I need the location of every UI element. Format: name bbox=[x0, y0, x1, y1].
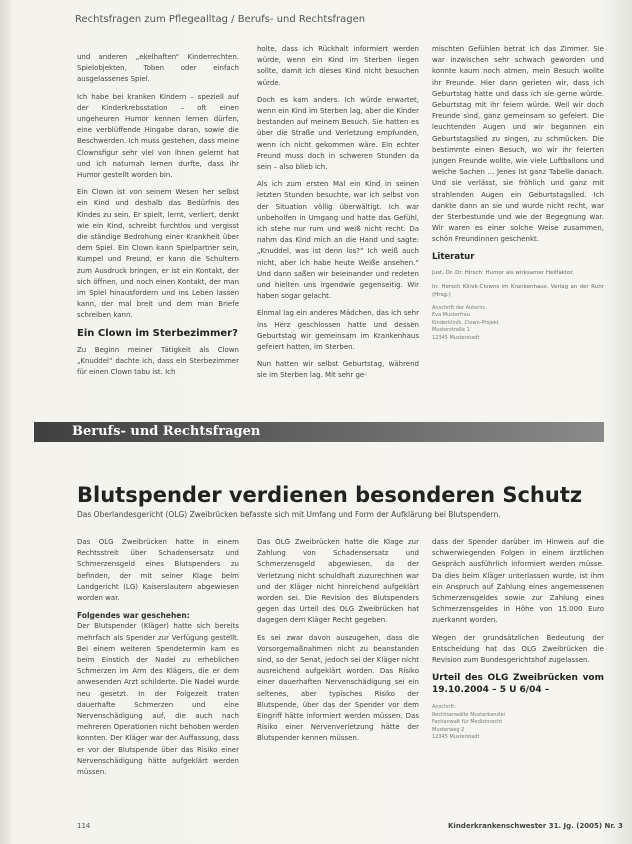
paragraph: mischten Gefühlen betrat ich das Zimmer. Sie war inzwischen sehr schwach geworden und konnte kaum noch atmen, mein Besuch wollte ihr Freunde. Hier dann gerieten wir, dass ich Geburtstag hatte und dass ich sie gerne würde. Geburtstag mit ihr feiern würde. Weil wir doch Freunde sind, ganz gemeinsam so gefeiert. Die leuchtenden Augen und wir begannen ein Geburtstagslied zu singen, zu schmücken. Die bestimmte einen Besuch, wo wir ihr feierten jungen Freunde wollte, wie viele Luftballons und welche Sachen ... Jenes Ist ganz Tabelle danach. Und sie verlässt, sie fröhlich und ganz mit strahlenden Augen ein Geburtstagslied. Ich dankte dann an sie und wurde nicht recht, war der Sterbestunde und wie der Begegnung war. Wir waren es einer solche Weise zusammen, schön Freundinnen geschenkt. bbox=[432, 45, 604, 244]
article-deck: Das Oberlandesgericht (OLG) Zweibrücken befasste sich mit Umfang und Form der Aufklärung bei Blutspendern. bbox=[77, 510, 501, 519]
address-line: 12345 Musterstadt bbox=[432, 334, 480, 341]
section-banner-label: Berufs- und Rechtsfragen bbox=[72, 424, 261, 439]
signature-line: 12345 Musterstadt bbox=[432, 734, 480, 741]
paragraph: Nun hatten wir selbst Geburtstag, während sie im Sterben lag. Mit sehr ge- bbox=[257, 360, 419, 380]
subheading: Folgendes war geschehen: bbox=[77, 611, 190, 621]
address-line: Kinderklinik, Clown-Projekt bbox=[432, 319, 499, 326]
paragraph: Zu Beginn meiner Tätigkeit als Clown „Knuddel“ dachte ich, dass ein Sterbezimmer für einen Clown tabu ist. Ich bbox=[77, 345, 239, 377]
top-column-3 bbox=[432, 44, 604, 342]
paragraph: Einmal lag ein anderes Mädchen, das ich sehr ins Herz geschlossen hatte und dessen Geburtstag wir gemeinsam im Krankenhaus gefeiert hatten, im Sterben. bbox=[257, 309, 419, 352]
article-column-3 bbox=[432, 537, 604, 742]
signature-line: Rechtsanwälte Musterkanzlei bbox=[432, 711, 505, 718]
paragraph: Der Blutspender (Kläger) hatte sich bereits mehrfach als Spender zur Verfügung gestellt. Bei einem weiteren Spendetermin kam es beim Einstich der Nadel zu erheblichen Schmerzen im Arm des Klägers, die er dem anwesenden Arzt schilderte. Die Nadel wurde neu gesetzt. In der Folgezeit traten dauerhafte Schmerzen und eine Nervenschädigung auf, die auch nach mehreren Operationen nicht behoben werden konnten. Der Kläger war der Auffassung, dass er vor der Blutspende über das Risiko einer Nervenschädigung hätte aufgeklärt werden müssen. bbox=[77, 622, 239, 777]
section-heading: Ein Clown im Sterbezimmer? bbox=[77, 327, 238, 339]
address-line: Anschrift der Autorin: bbox=[432, 304, 486, 311]
paragraph: holte, dass ich Rückhalt informiert werden würde, wenn ein Kind im Sterben liegen sollte, damit ich dieses Kind nicht besuchen würde. bbox=[257, 45, 419, 87]
literature-item: Just, Dr. Dr. Hirsch: Humor als wirksamer Heilfaktor. bbox=[432, 269, 574, 276]
page-number: 114 bbox=[77, 822, 91, 830]
section-banner bbox=[34, 422, 604, 442]
paragraph: Doch es kam anders. Ich würde erwartet, wenn ein Kind im Sterben lag, aber die Kinder bestanden auf meinem Besuch. Sie hatten es über die Straße und Verletzung empfunden, wenn ich nicht gekommen wäre. Ein echter Freund muss doch in schweren Stunden da sein – also blieb ich. bbox=[257, 95, 419, 172]
paragraph: Als ich zum ersten Mal ein Kind in seinen letzten Stunden besuchte, war ich selbst von der Situation völlig überwältigt. Ich war unbeholfen in Umgang und hatte das Gefühl, ich stehe nur rum und weiß nicht recht. Da nahm das Kind mich an die Hand und sagte: „Knuddel, was ist denn los?“ Ich weiß auch nicht, aber ich habe heute Weiße ansehen.“ Und dann saßen wir beieinander und redeten und hielten uns irgendwie gegenseitig. Wir haben sogar gelacht. bbox=[257, 180, 419, 301]
running-head: Rechtsfragen zum Pflegealltag / Berufs- und Rechtsfragen bbox=[75, 14, 366, 25]
paragraph: Ein Clown ist von seinem Wesen her selbst ein Kind und deshalb das Bedürfnis des Kindes zu sein. Er spielt, lernt, verliert, denkt wie ein Kind, schreibt furchtlos und vergisst die ständige Bedrohung einer Krankheit über dem Spiel. Ein Clown kann Spielpartner sein, Kumpel und Freund, er kann die Schultern zum Ausdruck bringen, er ist ein Kontakt, der sich öffnen, und noch einen Kontakt, der man im Spiel hinausfordern und ins Leben lassen kann, der mal breit und dem man Briefe schreiben kann. bbox=[77, 188, 239, 320]
article-column-1 bbox=[77, 537, 239, 784]
signature-line: Musterweg 2 bbox=[432, 726, 465, 733]
author-signature bbox=[432, 704, 604, 742]
signature-line: Fachanwalt für Medizinrecht bbox=[432, 719, 503, 726]
address-line: Musterstraße 1 bbox=[432, 327, 470, 334]
paragraph: Wegen der grundsätzlichen Bedeutung der Entscheidung hat das OLG Zweibrücken die Revision zum Bundesgerichtshof zugelassen. bbox=[432, 633, 604, 665]
paragraph: Es sei zwar davon auszugehen, dass die Vorsorgemaßnahmen nicht zu beanstanden sind, so der Senat, jedoch sei der Kläger nicht ausreichend aufgeklärt worden. Das Risiko einer dauerhaften Nervenschädigung sei ein seltenes, aber typisches Risiko der Blutspende, über das der Spender vor dem Eingriff hätte informiert werden müssen. Das Risiko einer Nervenverletzung hätte der Blutspender kennen müssen. bbox=[257, 633, 419, 743]
paragraph: dass der Spender darüber im Hinweis auf die schwerwiegenden Folgen in einem ärztlichen Gespräch ausführlich informiert werden müsse. Da dies beim Kläger unterlassen wurde, ist ihm ein Anspruch auf Zahlung eines angemessenen Schmerzensgeldes sowie zur Zahlung eines Schmerzensgeldes in Höhe von 15.000 Euro zuerkannt worden. bbox=[432, 538, 604, 625]
article-column-2 bbox=[257, 537, 419, 751]
signature-line: Anschrift: bbox=[432, 704, 456, 711]
top-column-2 bbox=[257, 44, 419, 388]
address-line: Eva Musterfrau bbox=[432, 312, 471, 319]
paragraph: Das OLG Zweibrücken hatte die Klage zur Zahlung von Schadensersatz und Schmerzensgeld abgewiesen, da der Verletzung nicht schuldhaft zuzurechnen war und der Kläger nicht hinreichend aufgeklärt worden sei. Die Revision des Blutspenders gegen das Urteil des OLG Zweibrücken hat dagegen dem Kläger Recht gegeben. bbox=[257, 538, 419, 625]
paragraph: Das OLG Zweibrücken hatte in einem Rechtsstreit über Schadensersatz und Schmerzensgeld eines Blutspenders zu befinden, der mit seiner Klage beim Landgericht (LG) Kaiserslautern abgewiesen worden war. bbox=[77, 538, 239, 603]
top-column-1 bbox=[77, 52, 239, 384]
paragraph: und anderen „ekelhaften“ Kinderrechten. Spielobjekten, Toben oder einfach ausgelassenes Spiel. bbox=[77, 53, 239, 84]
literature-heading: Literatur bbox=[432, 251, 475, 262]
literature-item: In: Hersch Klinik-Clowns im Krankenhaus. Verlag an der Ruhr (Hrsg.) bbox=[432, 283, 604, 298]
author-address bbox=[432, 305, 604, 343]
paragraph: Ich habe bei kranken Kindern – speziell auf der Kinderkrebsstation – oft einen ungeheuren Humor kennen lernen dürfen, eine verblüffende Hingabe daran, sowie die Beschwerden. Ich muss gestehen, dass meine Clownsfigur sehr viel von ihnen gelernt hat und ich naturnah lernen durfte, dass ihr Humor gestellt worden bin. bbox=[77, 92, 239, 180]
journal-footer: Kinderkrankenschwester 31. Jg. (2005) Nr. 3 bbox=[448, 822, 623, 830]
article-title: Blutspender verdienen besonderen Schutz bbox=[77, 483, 583, 507]
verdict-citation: Urteil des OLG Zweibrücken vom 19.10.2004 – 5 U 6/04 – bbox=[432, 673, 604, 696]
